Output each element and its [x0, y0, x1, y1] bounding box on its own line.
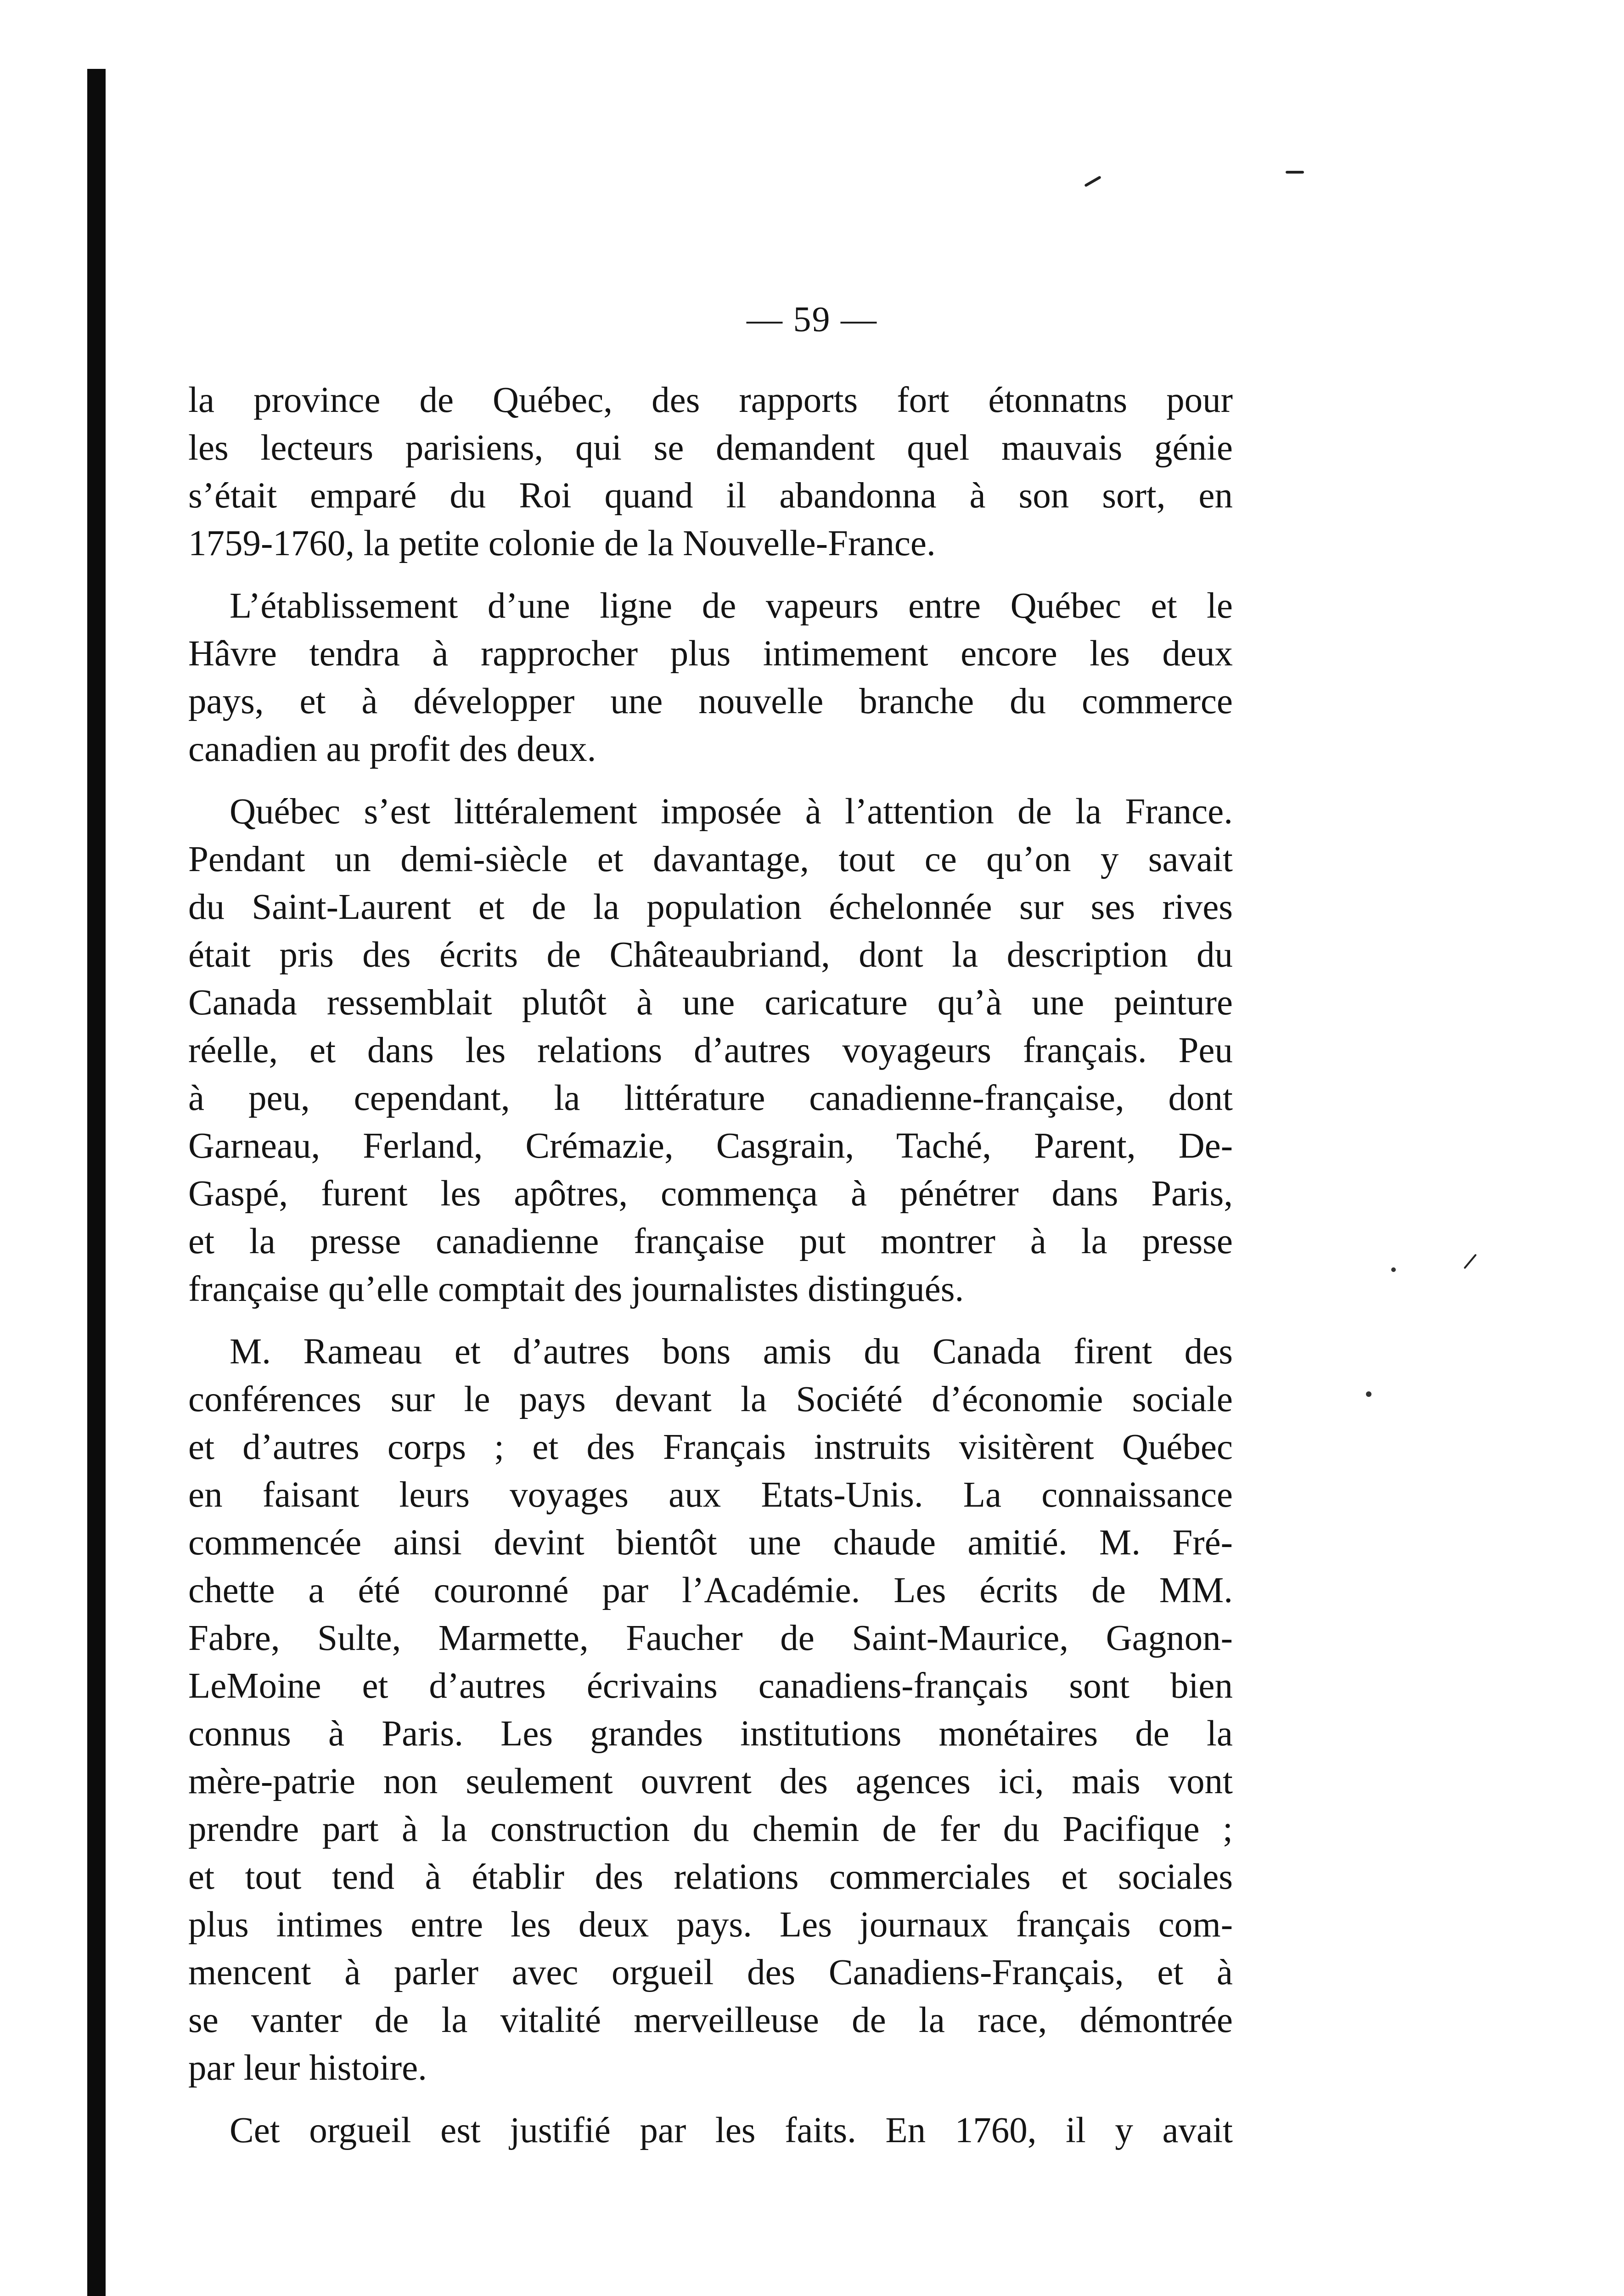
text-line: mencent à parler avec orgueil des Canadiens-Français, et à [188, 1953, 1233, 1992]
scan-mark [1084, 175, 1101, 187]
text-line: Garneau, Ferland, Crémazie, Casgrain, Taché, Parent, De- [188, 1126, 1233, 1166]
scan-speck [1391, 1267, 1396, 1272]
text-line: et d’autres corps ; et des Français instruits visitèrent Québec [188, 1427, 1233, 1467]
text-line: se vanter de la vitalité merveilleuse de la race, démontrée [188, 2000, 1233, 2040]
page-number: — 59 — [747, 299, 877, 339]
scan-mark [1286, 171, 1304, 174]
text-line: et la presse canadienne française put montrer à la presse [188, 1221, 1233, 1261]
text-line: pays, et à développer une nouvelle branche du commerce [188, 681, 1233, 721]
text-line: M. Rameau et d’autres bons amis du Canada firent des [230, 1332, 1233, 1372]
paragraph [188, 582, 1233, 773]
text-line: Pendant un demi-siècle et davantage, tout ce qu’on y savait [188, 839, 1233, 879]
paragraph [188, 2107, 1233, 2155]
body-text [188, 377, 1233, 2155]
text-line: par leur histoire. [188, 2048, 427, 2088]
text-line: mère-patrie non seulement ouvrent des agences ici, mais vont [188, 1761, 1233, 1801]
text-line: Fabre, Sulte, Marmette, Faucher de Saint-Maurice, Gagnon- [188, 1618, 1233, 1658]
paragraph [188, 788, 1233, 1313]
text-line: L’établissement d’une ligne de vapeurs entre Québec et le [230, 586, 1233, 626]
text-line: LeMoine et d’autres écrivains canadiens-français sont bien [188, 1666, 1233, 1706]
scan-mark [1464, 1254, 1477, 1269]
text-line: Canada ressemblait plutôt à une caricature qu’à une peinture [188, 983, 1233, 1023]
text-line: en faisant leurs voyages aux Etats-Unis. La connaissance [188, 1475, 1233, 1515]
text-line: était pris des écrits de Châteaubriand, dont la description du [188, 935, 1233, 975]
paragraph [188, 1328, 1233, 2092]
paragraph [188, 377, 1233, 568]
text-line: Gaspé, furent les apôtres, commença à pénétrer dans Paris, [188, 1174, 1233, 1214]
text-line: canadien au profit des deux. [188, 729, 596, 769]
text-line: Québec s’est littéralement imposée à l’attention de la France. [230, 792, 1233, 832]
text-line: conférences sur le pays devant la Société d’économie sociale [188, 1379, 1233, 1419]
text-line: française qu’elle comptait des journalistes distingués. [188, 1269, 964, 1309]
text-line: réelle, et dans les relations d’autres voyageurs français. Peu [188, 1030, 1233, 1070]
scan-binding-edge [87, 69, 106, 2296]
text-line: chette a été couronné par l’Académie. Les écrits de MM. [188, 1570, 1233, 1610]
text-line: à peu, cependant, la littérature canadienne-française, dont [188, 1078, 1233, 1118]
text-line: les lecteurs parisiens, qui se demandent quel mauvais génie [188, 428, 1233, 468]
scan-speck [1366, 1391, 1371, 1397]
text-line: du Saint-Laurent et de la population échelonnée sur ses rives [188, 887, 1233, 927]
text-line: et tout tend à établir des relations commerciales et sociales [188, 1857, 1233, 1897]
text-line: 1759-1760, la petite colonie de la Nouvelle-France. [188, 523, 936, 563]
text-line: commencée ainsi devint bientôt une chaude amitié. M. Fré- [188, 1523, 1233, 1563]
text-line: la province de Québec, des rapports fort étonnatns pour [188, 380, 1233, 420]
text-line: s’était emparé du Roi quand il abandonna à son sort, en [188, 476, 1233, 516]
text-line: plus intimes entre les deux pays. Les journaux français com- [188, 1905, 1233, 1945]
text-line: connus à Paris. Les grandes institutions monétaires de la [188, 1714, 1233, 1754]
text-line: Cet orgueil est justifié par les faits. En 1760, il y avait [230, 2110, 1233, 2150]
text-line: Hâvre tendra à rapprocher plus intimement encore les deux [188, 634, 1233, 674]
text-line: prendre part à la construction du chemin de fer du Pacifique ; [188, 1809, 1233, 1849]
